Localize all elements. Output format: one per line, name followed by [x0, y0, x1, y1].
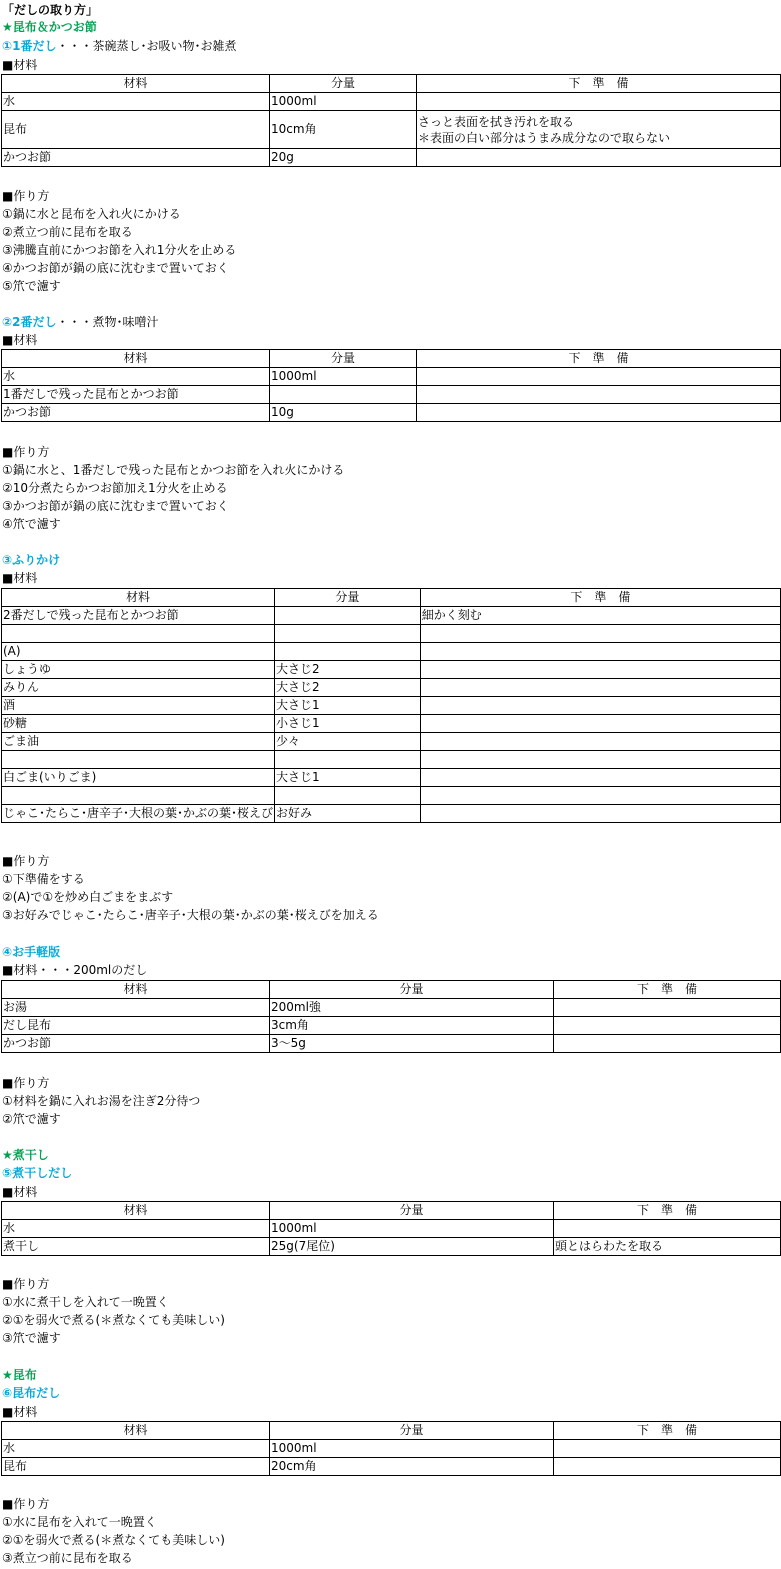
materials-table-6	[1, 1421, 781, 1476]
table-cell-multiline	[417, 111, 781, 149]
section-note: ・・・茶碗蒸し･お吸い物･お雑煮	[56, 39, 237, 53]
header-cell: 下 準 備	[554, 1202, 781, 1220]
table-row	[2, 643, 781, 661]
table-cell: 小さじ1	[275, 715, 421, 733]
table-cell: 20g	[270, 149, 417, 167]
table-cell	[554, 999, 781, 1017]
table-row	[2, 607, 781, 625]
table-cell	[417, 93, 781, 111]
table-cell	[275, 607, 421, 625]
table-cell: 10g	[270, 404, 417, 422]
step-item: ③笊で濾す	[2, 1331, 61, 1345]
section-heading-3: ③ふりかけ	[2, 553, 61, 567]
table-row	[2, 697, 781, 715]
table-cell	[554, 1440, 781, 1458]
step-item: ④かつお節が鍋の底に沈むまで置いておく	[2, 261, 229, 275]
table-cell: 大さじ1	[275, 769, 421, 787]
materials-label: ■材料	[2, 1185, 38, 1199]
table-header-row	[2, 75, 781, 93]
table-cell: (A)	[2, 643, 275, 661]
category-niboshi: ★煮干し	[2, 1148, 49, 1162]
prep-line: ＊表面の白い部分はうまみ成分なので取らない	[418, 130, 671, 145]
table-cell: 酒	[2, 697, 275, 715]
steps-label: ■作り方	[2, 189, 50, 203]
table-cell: 10cm角	[270, 111, 417, 149]
table-row	[2, 1458, 781, 1476]
table-cell: 2番だしで残った昆布とかつお節	[2, 607, 275, 625]
table-row	[2, 93, 781, 111]
step-item: ②10分煮たらかつお節加え1分火を止める	[2, 481, 228, 495]
materials-label: ■材料	[2, 333, 38, 347]
header-cell: 材料	[2, 1422, 270, 1440]
materials-table-5	[1, 1201, 781, 1256]
table-cell	[420, 751, 780, 769]
table-cell: 頭とはらわたを取る	[554, 1238, 781, 1256]
table-row	[2, 733, 781, 751]
materials-table-4	[1, 980, 781, 1053]
table-row	[2, 999, 781, 1017]
table-cell: 1000ml	[270, 93, 417, 111]
materials-label: ■材料	[2, 1405, 38, 1419]
category-kombu: ★昆布	[2, 1368, 37, 1382]
table-cell	[420, 715, 780, 733]
table-cell	[420, 661, 780, 679]
section-heading-5: ⑤煮干しだし	[2, 1166, 73, 1180]
table-row	[2, 625, 781, 643]
table-cell: 1000ml	[270, 1440, 554, 1458]
step-item: ⑤笊で濾す	[2, 279, 61, 293]
table-header-row	[2, 350, 781, 368]
header-cell: 下 準 備	[417, 75, 781, 93]
page-title: 「だしの取り方」	[2, 3, 99, 17]
table-cell	[554, 1017, 781, 1035]
table-cell: 昆布	[2, 1458, 270, 1476]
step-item: ①水に煮干しを入れて一晩置く	[2, 1295, 169, 1309]
section-note: ・・・煮物･味噌汁	[56, 315, 159, 329]
table-cell: 水	[2, 1440, 270, 1458]
steps-label: ■作り方	[2, 1497, 50, 1511]
table-row	[2, 1035, 781, 1053]
materials-table-2	[1, 349, 781, 422]
table-header-row	[2, 1202, 781, 1220]
table-row	[2, 769, 781, 787]
materials-table-3	[1, 588, 781, 823]
table-row	[2, 787, 781, 805]
step-item: ①鍋に水と、1番だしで残った昆布とかつお節を入れ火にかける	[2, 463, 345, 477]
table-cell: 砂糖	[2, 715, 275, 733]
table-cell: じゃこ･たらこ･唐辛子･大根の葉･かぶの葉･桜えび	[2, 805, 275, 823]
table-cell	[270, 386, 417, 404]
table-cell: かつお節	[2, 149, 270, 167]
table-header-row	[2, 589, 781, 607]
step-item: ③煮立つ前に昆布を取る	[2, 1551, 133, 1565]
table-cell: 20cm角	[270, 1458, 554, 1476]
header-cell: 材料	[2, 75, 270, 93]
section-title: ①1番だし	[2, 39, 57, 53]
table-cell: かつお節	[2, 404, 270, 422]
header-cell: 分量	[270, 75, 417, 93]
table-cell	[420, 625, 780, 643]
table-cell: 白ごま(いりごま)	[2, 769, 275, 787]
table-cell: しょうゆ	[2, 661, 275, 679]
table-cell	[417, 404, 781, 422]
category-kombu-katsuo: ★昆布＆かつお節	[2, 20, 97, 34]
header-cell: 下 準 備	[554, 981, 781, 999]
table-cell	[420, 679, 780, 697]
table-row	[2, 111, 781, 149]
header-cell: 材料	[2, 1202, 270, 1220]
step-item: ③沸騰直前にかつお節を入れ1分火を止める	[2, 243, 237, 257]
table-header-row	[2, 1422, 781, 1440]
table-cell: 1000ml	[270, 1220, 554, 1238]
table-cell: 大さじ2	[275, 661, 421, 679]
table-cell	[2, 751, 275, 769]
table-cell	[275, 787, 421, 805]
table-cell	[417, 149, 781, 167]
table-cell	[2, 787, 275, 805]
table-header-row	[2, 981, 781, 999]
steps-label: ■作り方	[2, 854, 50, 868]
section-heading-2	[2, 313, 159, 331]
table-cell: 煮干し	[2, 1238, 270, 1256]
table-row	[2, 404, 781, 422]
header-cell: 下 準 備	[417, 350, 781, 368]
step-item: ③かつお節が鍋の底に沈むまで置いておく	[2, 499, 229, 513]
table-cell: 水	[2, 1220, 270, 1238]
table-cell: 3～5g	[270, 1035, 554, 1053]
step-item: ①鍋に水と昆布を入れ火にかける	[2, 207, 181, 221]
steps-label: ■作り方	[2, 445, 50, 459]
table-row	[2, 1440, 781, 1458]
section-heading-4: ④お手軽版	[2, 945, 61, 959]
header-cell: 材料	[2, 589, 275, 607]
table-cell	[2, 625, 275, 643]
table-cell	[417, 368, 781, 386]
table-cell: だし昆布	[2, 1017, 270, 1035]
materials-label: ■材料	[2, 58, 38, 72]
steps-label: ■作り方	[2, 1076, 50, 1090]
step-item: ②(A)で①を炒め白ごまをまぶす	[2, 890, 174, 904]
step-item: ①材料を鍋に入れお湯を注ぎ2分待つ	[2, 1094, 201, 1108]
table-row	[2, 1238, 781, 1256]
table-cell	[275, 625, 421, 643]
table-cell: 大さじ1	[275, 697, 421, 715]
table-cell	[275, 643, 421, 661]
step-item: ②①を弱火で煮る(＊煮なくても美味しい)	[2, 1313, 225, 1327]
table-cell	[275, 751, 421, 769]
table-cell: お好み	[275, 805, 421, 823]
table-cell: みりん	[2, 679, 275, 697]
table-cell: かつお節	[2, 1035, 270, 1053]
table-row	[2, 386, 781, 404]
header-cell: 下 準 備	[554, 1422, 781, 1440]
table-row	[2, 661, 781, 679]
step-item: ①水に昆布を入れて一晩置く	[2, 1515, 157, 1529]
materials-label: ■材料	[2, 571, 38, 585]
section-title: ②2番だし	[2, 315, 57, 329]
step-item: ③お好みでじゃこ･たらこ･唐辛子･大根の葉･かぶの葉･桜えびを加える	[2, 908, 379, 922]
header-cell: 分量	[270, 350, 417, 368]
table-cell	[554, 1035, 781, 1053]
prep-line: さっと表面を拭き汚れを取る	[418, 114, 575, 129]
table-cell	[420, 697, 780, 715]
step-item: ②笊で濾す	[2, 1112, 61, 1126]
step-item: ④笊で濾す	[2, 517, 61, 531]
table-row	[2, 1017, 781, 1035]
table-cell	[554, 1220, 781, 1238]
step-item: ①下準備をする	[2, 872, 85, 886]
table-cell	[554, 1458, 781, 1476]
materials-label: ■材料・・・200mlのだし	[2, 963, 148, 977]
table-row	[2, 751, 781, 769]
header-cell: 分量	[275, 589, 421, 607]
table-row	[2, 805, 781, 823]
header-cell: 材料	[2, 981, 270, 999]
table-cell: 1000ml	[270, 368, 417, 386]
table-row	[2, 368, 781, 386]
materials-table-1	[1, 74, 781, 167]
table-cell: 200ml強	[270, 999, 554, 1017]
section-heading-1	[2, 37, 237, 55]
table-row	[2, 679, 781, 697]
table-row	[2, 715, 781, 733]
table-cell	[420, 643, 780, 661]
table-cell	[420, 733, 780, 751]
table-cell: 水	[2, 368, 270, 386]
table-cell: 25g(7尾位)	[270, 1238, 554, 1256]
table-cell: 大さじ2	[275, 679, 421, 697]
table-cell: ごま油	[2, 733, 275, 751]
table-cell: 細かく刻む	[420, 607, 780, 625]
table-row	[2, 149, 781, 167]
table-cell: 3cm角	[270, 1017, 554, 1035]
table-cell: 1番だしで残った昆布とかつお節	[2, 386, 270, 404]
table-cell: お湯	[2, 999, 270, 1017]
header-cell: 分量	[270, 981, 554, 999]
steps-label: ■作り方	[2, 1277, 50, 1291]
table-cell	[417, 386, 781, 404]
header-cell: 下 準 備	[420, 589, 780, 607]
table-cell	[420, 805, 780, 823]
step-item: ②煮立つ前に昆布を取る	[2, 225, 133, 239]
table-cell	[420, 787, 780, 805]
table-row	[2, 1220, 781, 1238]
header-cell: 材料	[2, 350, 270, 368]
table-cell	[420, 769, 780, 787]
table-cell: 少々	[275, 733, 421, 751]
header-cell: 分量	[270, 1202, 554, 1220]
table-cell: 昆布	[2, 111, 270, 149]
header-cell: 分量	[270, 1422, 554, 1440]
table-cell: 水	[2, 93, 270, 111]
step-item: ②①を弱火で煮る(＊煮なくても美味しい)	[2, 1533, 225, 1547]
section-heading-6: ⑥昆布だし	[2, 1386, 61, 1400]
